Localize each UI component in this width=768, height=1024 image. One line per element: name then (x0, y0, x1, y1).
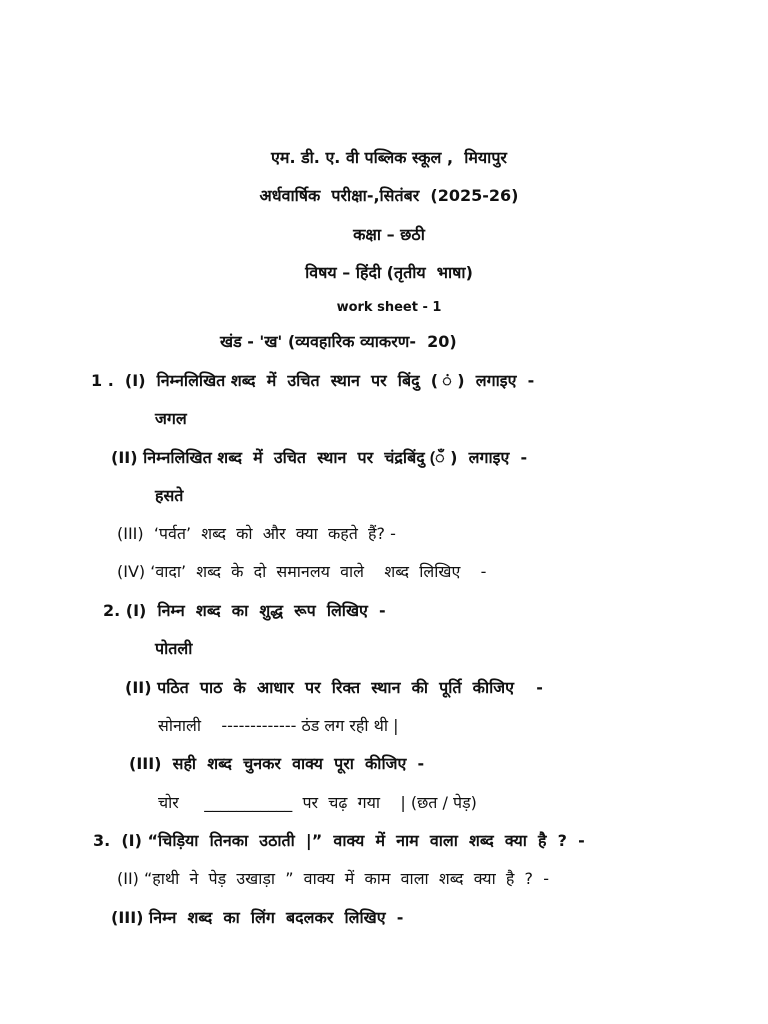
question-2-ii: (II) पठित पाठ के आधार पर रिक्त स्थान की पूर्ति कीजिए - (125, 678, 543, 697)
class-label: कक्षा – छठी (353, 225, 425, 244)
question-3-iii: (III) निम्न शब्द का लिंग बदलकर लिखिए - (111, 908, 404, 927)
section-heading: खंड - 'ख' (व्यवहारिक व्याकरण- 20) (220, 332, 457, 351)
question-2-iii: (III) सही शब्द चुनकर वाक्य पूरा कीजिए - (129, 754, 425, 773)
question-1-iv: (IV) ‘वादा’ शब्द के दो समानलय वाले शब्द लिखिए - (117, 562, 487, 581)
subject-label: विषय – हिंदी (तृतीय भाषा) (305, 263, 473, 282)
question-1-iii: (III) ‘पर्वत’ शब्द को और क्या कहते हैं? - (117, 524, 396, 543)
question-2-iii-sentence: चोर ___________ पर चढ़ गया | (छत / पेड़) (158, 793, 477, 812)
question-2-ii-sentence: सोनाली ------------- ठंड लग रही थी | (158, 716, 399, 735)
question-1-i: 1 . (I) निम्नलिखित शब्द में उचित स्थान पर बिंदु ( ं ) लगाइए - (91, 371, 535, 390)
question-2-i: 2. (I) निम्न शब्द का शुद्ध रूप लिखिए - (103, 601, 386, 620)
exam-title: अर्धवार्षिक परीक्षा-,सितंबर (2025-26) (259, 186, 519, 205)
question-1-ii-word: हसते (155, 486, 184, 505)
worksheet-label: work sheet - 1 (336, 300, 442, 315)
question-3-ii: (II) “हाथी ने पेड़ उखाड़ा ” वाक्य में काम वाला शब्द क्या है ? - (117, 869, 549, 888)
school-name: एम. डी. ए. वी पब्लिक स्कूल , मियापुर (271, 148, 507, 167)
question-1-ii: (II) निम्नलिखित शब्द में उचित स्थान पर चंद्रबिंदु (ँ ) लगाइए - (111, 448, 528, 467)
question-2-i-word: पोतली (155, 639, 193, 658)
question-1-i-word: जगल (155, 409, 187, 428)
question-3-i: 3. (I) “चिड़िया तिनका उठाती |” वाक्य में नाम वाला शब्द क्या है ? - (93, 831, 585, 850)
